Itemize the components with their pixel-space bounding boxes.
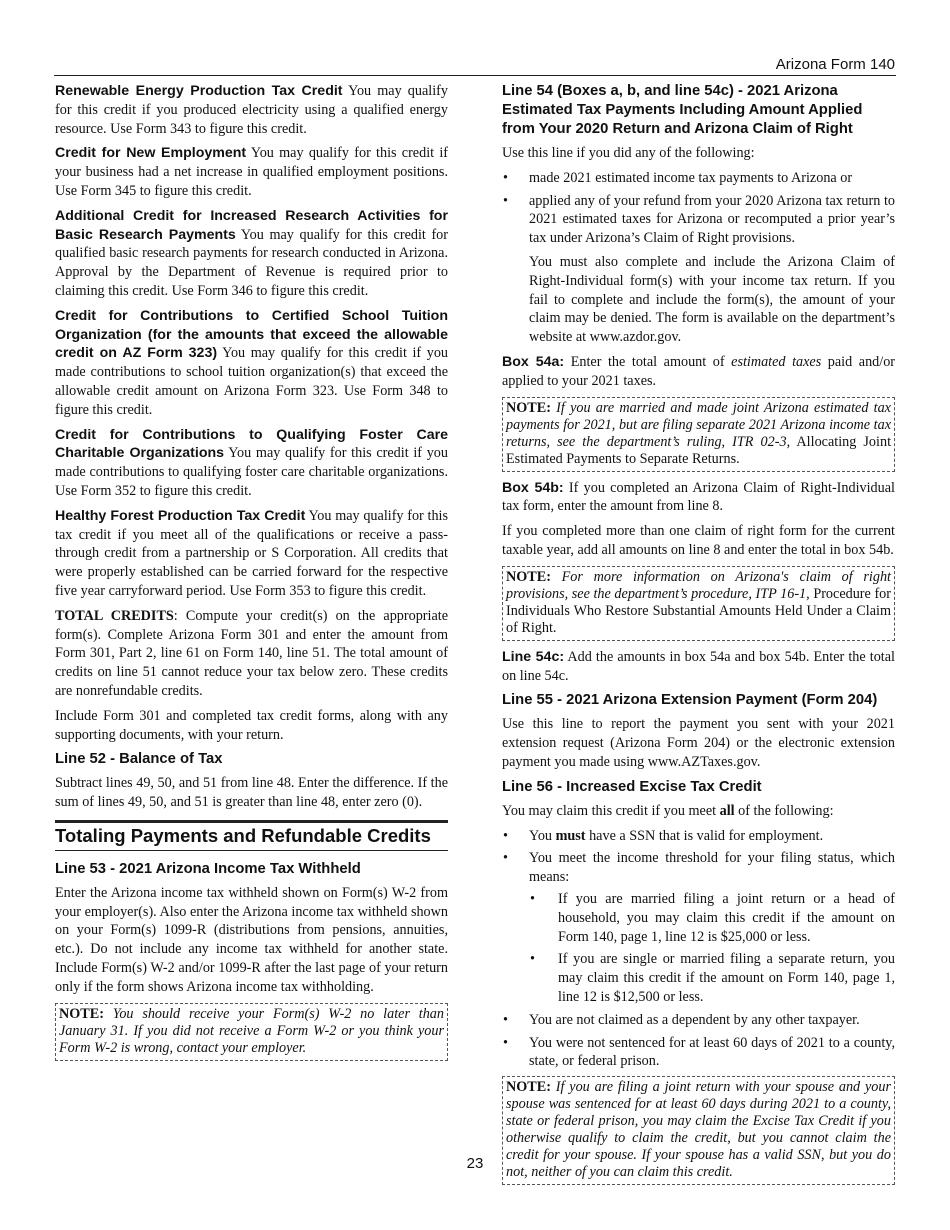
school-tuition-body: You may qualify for this credit if you made contributions to school tuition organization(s) that exceed the allowable credit amount on Arizona Form 323. Use Form 348 to figure this credit. (55, 345, 449, 418)
note-text: If you are filing a joint return with your spouse and your spouse was sentenced for at least 60 days during 2021 to a county, state or federal prison, you may claim the Excise Tax Credit if you otherwise qualify to claim the credit, but you cannot claim the credit for your spouse. If your spouse has a valid SSN, but you do not, neither of you can claim this credit. (506, 1079, 891, 1181)
box-54b-more: If you completed more than one claim of right form for the current taxable year, add all amounts on line 8 and enter the total in box 54b. (502, 523, 895, 558)
list-item (502, 1011, 895, 1030)
note-label: NOTE: (59, 1005, 104, 1022)
intro-bold: all (719, 802, 735, 819)
box-54b-note (502, 566, 895, 641)
list-item (502, 192, 895, 248)
line-54c-label: Line 54c: (502, 648, 565, 665)
healthy-forest-lead: Healthy Forest Production Tax Credit (55, 507, 306, 524)
note-label: NOTE: (506, 399, 551, 416)
healthy-forest-body: You may qualify for this tax credit if you meet all of the qualifications or receive a pass-through credit from a partnership or S Corporation. All credits that were properly established can be carried forward for the respective five year carryforward period. Use Form 353 to figure this credit. (55, 507, 448, 599)
page-number: 23 (466, 1155, 484, 1172)
list-item-text: have a SSN that is valid for employment. (585, 827, 824, 844)
list-item-text: You meet the income threshold for your filing status, which means: (529, 850, 895, 886)
section-title: Totaling Payments and Refundable Credits (55, 824, 431, 846)
list-item (502, 849, 895, 1006)
line-54c-body: Add the amounts in box 54a and box 54b. Enter the total on line 54c. (502, 648, 895, 684)
note-plain-text: Procedure for Individuals Who Restore Substantial Amounts Held Under a Claim of Right. (506, 585, 891, 636)
note-label: NOTE: (506, 1079, 551, 1096)
bullet-icon: • (503, 1034, 508, 1051)
note-label: NOTE: (506, 568, 551, 585)
bullet-icon: • (503, 1011, 508, 1028)
list-item (529, 890, 895, 946)
box-54a-label: Box 54a: (502, 353, 565, 370)
school-tuition-lead: Credit for Contributions to Certified School Tuition Organization (for the amounts that exceed the allowable credit on AZ Form 323) (55, 307, 448, 362)
bullet-icon: • (503, 169, 508, 186)
bullet-icon: • (530, 890, 535, 907)
list-item-text: If you are single or married filing a separate return, you may claim this credit if the amount on Form 140, page 1, line 12 is $12,500 or less. (558, 951, 895, 1005)
healthy-forest-paragraph (55, 507, 448, 601)
note-text: If you are married and made joint Arizona estimated tax payments for 2021, but are filing separate 2021 Arizona income tax returns, see the department’s ruling, ITR 02-3, (506, 399, 891, 450)
right-column (502, 82, 895, 1192)
note-plain-text: Allocating Joint Estimated Payments to Separate Returns. (506, 433, 892, 467)
list-item-text: You were not sentenced for at least 60 days of 2021 to a county, state, or federal prison. (529, 1034, 895, 1070)
list-item (529, 950, 895, 1006)
bullet-icon: • (503, 850, 508, 867)
research-paragraph (55, 207, 448, 301)
foster-care-lead: Credit for Contributions to Qualifying Foster Care Charitable Organizations (55, 426, 448, 462)
line-55-body: Use this line to report the payment you sent with your 2021 extension request (Arizona Form 204) or the electronic extension payment you made using www.AZTaxes.gov. (502, 716, 895, 770)
line-54-intro: Use this line if you did any of the following: (502, 145, 755, 161)
line-54c-paragraph (502, 648, 895, 686)
note-text: You should receive your Form(s) W-2 no later than January 31. If you did not receive a Form W-2 or you think your Form W-2 is wrong, contact your employer. (59, 1005, 444, 1056)
new-employment-lead: Credit for New Employment (55, 145, 247, 162)
new-employment-body: You may qualify for this credit if your business had a net increase in qualified employment positions. Use Form 345 to figure this credit. (55, 145, 448, 199)
intro-text: You may claim this credit if you meet (502, 802, 720, 819)
box-54a-italic: estimated taxes (731, 353, 822, 370)
line-56-heading: Line 56 - Increased Excise Tax Credit (502, 778, 762, 795)
list-item (502, 169, 895, 188)
box-54a-paragraph (502, 353, 895, 391)
line-54-list (502, 169, 895, 248)
school-tuition-paragraph (55, 307, 448, 420)
list-item (502, 827, 895, 846)
research-lead: Additional Credit for Increased Research Activities for Basic Research Payments (55, 207, 448, 243)
note-text: For more information on Arizona's claim of right provisions, see the department’s procedure, ITP 16-1, (506, 568, 891, 602)
list-item-text: You are not claimed as a dependent by any other taxpayer. (529, 1011, 860, 1028)
list-item-text: made 2021 estimated income tax payments to Arizona or (529, 169, 853, 186)
line-55-heading: Line 55 - 2021 Arizona Extension Payment (Form 204) (502, 692, 878, 709)
bullet-icon: • (530, 951, 535, 968)
box-54a-note (502, 397, 895, 472)
income-threshold-list (529, 890, 895, 1007)
total-credits-paragraph (55, 607, 448, 701)
list-item-bold: must (555, 827, 586, 844)
renewable-energy-paragraph (55, 82, 448, 138)
list-item (502, 1034, 895, 1072)
line-53-note (55, 1003, 448, 1061)
box-54b-body: If you completed an Arizona Claim of Right-Individual tax form, enter the amount from line 8. (502, 479, 895, 515)
new-employment-paragraph (55, 144, 448, 200)
line-52-heading: Line 52 - Balance of Tax (55, 751, 223, 768)
list-item-text: If you are married filing a joint return or a head of household, you may claim this credit if the amount on Form 140, page 1, line 12 is $25,000 or less. (558, 890, 895, 945)
list-item-text: You (529, 827, 556, 844)
line-54-heading: Line 54 (Boxes a, b, and line 54c) - 2021 Arizona Estimated Tax Payments Including Amount Applied from Your 2020 Return and Arizona Claim of Right (502, 83, 863, 137)
research-body: You may qualify for this credit for qualified basic research payments for research conducted in Arizona. Approval by the Department of Revenue is required prior to claiming this credit. Use Form 346 to figure this credit. (55, 226, 448, 299)
left-column (55, 82, 448, 1068)
intro-text: of the following: (734, 802, 834, 819)
header-rule (54, 75, 896, 76)
bullet-icon: • (503, 192, 508, 209)
box-54a-pre: Enter the total amount of (564, 353, 732, 370)
bullet-icon: • (503, 827, 508, 844)
total-credits-lead: TOTAL CREDITS (55, 607, 174, 624)
line-56-list (502, 827, 895, 1072)
line-54-continuation: You must also complete and include the Arizona Claim of Right-Individual form(s) with your income tax return. If you fail to complete and include the form(s), the amount of your claim may be denied. The form is available on the department’s website at www.azdor.gov. (529, 253, 895, 346)
renewable-energy-lead: Renewable Energy Production Tax Credit (55, 83, 343, 99)
list-item-text: applied any of your refund from your 2020 Arizona tax return to 2021 estimated taxes for Arizona or recomputed a prior year’s tax under Arizona’s Claim of Right provisions. (529, 192, 895, 247)
running-header: Arizona Form 140 (775, 56, 895, 73)
line-52-body: Subtract lines 49, 50, and 51 from line 48. Enter the difference. If the sum of lines 49, 50, and 51 is greater than line 48, enter zero (0). (55, 775, 448, 811)
include-301-paragraph: Include Form 301 and completed tax credit forms, along with any supporting documents, with your return. (55, 707, 448, 743)
foster-care-paragraph (55, 426, 448, 501)
section-title-bar (55, 820, 448, 851)
foster-care-body: You may qualify for this credit if you made contributions to qualifying foster care charitable organizations. Use Form 352 to figure this credit. (55, 445, 448, 499)
total-credits-body: : Compute your credit(s) on the appropriate form(s). Complete Arizona Form 301 and enter the amount from Form 301, Part 2, line 61 on Form 140, line 51. The total amount of credits on line 51 cannot reduce your tax below zero. These credits are nonrefundable credits. (55, 607, 448, 699)
box-54b-label: Box 54b: (502, 479, 564, 496)
box-54b-paragraph (502, 479, 895, 517)
line-56-intro (502, 802, 895, 821)
line-53-heading: Line 53 - 2021 Arizona Income Tax Withheld (55, 860, 361, 877)
line-53-body: Enter the Arizona income tax withheld shown on Form(s) W-2 from your employer(s). Also enter the Arizona income tax withheld shown on your Form(s) 1099-R (distributions from pensions, annuities, etc.). Do not include any income tax withheld for another state. Include Form(s) W-2 and/or 1099-R after the last page of your return only if the form shows Arizona income tax withholding. (55, 884, 448, 995)
renewable-energy-body: You may qualify for this credit if you produced electricity using a qualified energy resource. Use Form 343 to figure this credit. (55, 83, 448, 137)
box-54a-post: paid and/or applied to your 2021 taxes. (502, 353, 896, 389)
